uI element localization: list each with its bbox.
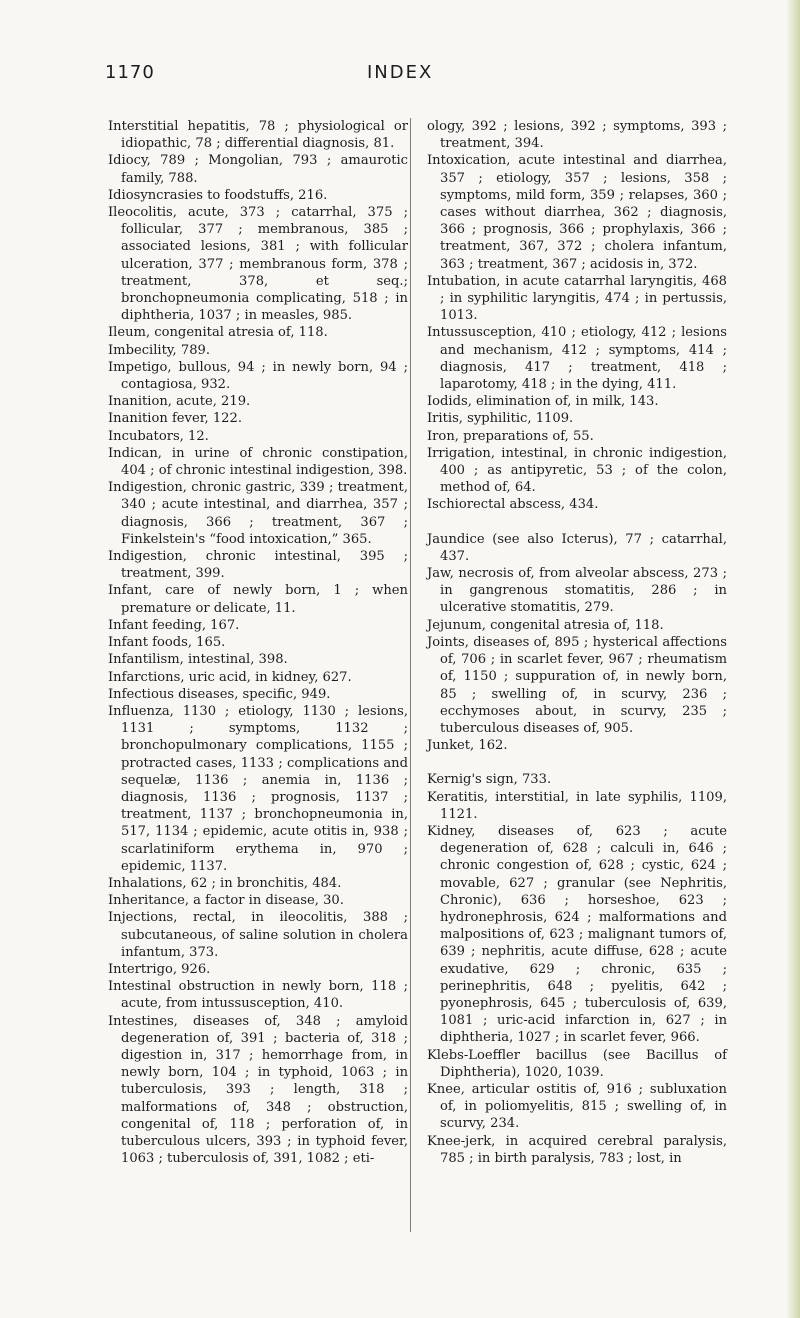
index-entry: Ischiorectal abscess, 434. bbox=[427, 497, 599, 513]
index-entry: Ileum, congenital atresia of, 118. bbox=[108, 325, 328, 341]
running-title: INDEX bbox=[367, 62, 434, 83]
index-entry: Jaundice (see also Icterus), 77 ; catarrhal, 437. bbox=[427, 531, 727, 564]
index-entry: Infant, care of newly born, 1 ; when premature or delicate, 11. bbox=[108, 583, 408, 616]
index-entry: Indigestion, chronic gastric, 339 ; treatment, 340 ; acute intestinal, and diarrhea, 357 ; diagnosis, 366 ; treatment, 367 ; Finkelstein's “food intoxication,” 365. bbox=[108, 480, 408, 547]
index-entry: Joints, diseases of, 895 ; hysterical affections of, 706 ; in scarlet fever, 967 ; rheumatism of, 1150 ; suppuration of, in newly born, 85 ; swelling of, in scurvy, 236 ; ecchymoses about, in scurvy, 235 ; tuberculous diseases of, 905. bbox=[427, 634, 727, 736]
index-entry: Intussusception, 410 ; etiology, 412 ; lesions and mechanism, 412 ; symptoms, 414 ; diagnosis, 417 ; treatment, 418 ; laparotomy, 418 ; in the dying, 411. bbox=[427, 325, 727, 393]
index-entry: Inhalations, 62 ; in bronchitis, 484. bbox=[108, 875, 342, 891]
index-entry: Jejunum, congenital atresia of, 118. bbox=[427, 617, 664, 633]
page-number: 1170 bbox=[105, 62, 155, 83]
index-entry: Knee-jerk, in acquired cerebral paralysis, 785 ; in birth paralysis, 783 ; lost, in bbox=[427, 1133, 727, 1166]
index-entry: Intoxication, acute intestinal and diarrhea, 357 ; etiology, 357 ; lesions, 358 ; symptoms, mild form, 359 ; relapses, 360 ; cases without diarrhea, 362 ; diagnosis, 366 ; prognosis, 366 ; prophylaxis, 366 ; treatment, 367, 372 ; cholera infantum, 363 ; treatment, 367 ; acidosis in, 372. bbox=[427, 153, 727, 272]
index-entry: Knee, articular ostitis of, 916 ; subluxation of, in poliomyelitis, 815 ; swelling of, in scurvy, 234. bbox=[427, 1081, 727, 1132]
index-entry: Jaw, necrosis of, from alveolar abscess, 273 ; in gangrenous stomatitis, 286 ; in ulcerative stomatitis, 279. bbox=[427, 566, 727, 616]
index-entry: Idiocy, 789 ; Mongolian, 793 ; amaurotic family, 788. bbox=[108, 153, 408, 186]
index-entry: Infant feeding, 167. bbox=[108, 617, 240, 633]
index-entry: Iron, preparations of, 55. bbox=[427, 428, 594, 444]
index-entry: Junket, 162. bbox=[427, 738, 508, 754]
index-column-left bbox=[108, 118, 408, 1167]
index-entry: Influenza, 1130 ; etiology, 1130 ; lesions, 1131 ; symptoms, 1132 ; bronchopulmonary complications, 1155 ; protracted cases, 1133 ; complications and sequelæ, 1136 ; anemia in, 1136 ; diagnosis, 1136 ; prognosis, 1137 ; treatment, 1137 ; bronchopneumonia in, 517, 1134 ; epidemic, acute otitis in, 938 ; scarlatiniform erythema in, 970 ; epidemic, 1137. bbox=[108, 703, 408, 874]
index-entry: Keratitis, interstitial, in late syphilis, 1109, 1121. bbox=[427, 789, 727, 822]
index-entry: Injections, rectal, in ileocolitis, 388 ; subcutaneous, of saline solution in cholera infantum, 373. bbox=[108, 910, 408, 960]
index-entry: Imbecility, 789. bbox=[108, 342, 211, 358]
index-entry: Intestinal obstruction in newly born, 118 ; acute, from intussusception, 410. bbox=[108, 979, 408, 1012]
index-entry: Infectious diseases, specific, 949. bbox=[108, 686, 331, 702]
index-entry: Intestines, diseases of, 348 ; amyloid degeneration of, 391 ; bacteria of, 318 ; digestion in, 317 ; hemorrhage from, in newly born, 104 ; in typhoid, 1063 ; in tuberculosis, 393 ; length, 318 ; malformations of, 348 ; obstruction, congenital of, 118 ; perforation of, in tuberculous ulcers, 393 ; in typhoid fever, 1063 ; tuberculosis of, 391, 1082 ; eti- bbox=[108, 1013, 408, 1167]
index-entry: Infant foods, 165. bbox=[108, 635, 226, 651]
index-entry: Intertrigo, 926. bbox=[108, 961, 211, 977]
index-entry: Kidney, diseases of, 623 ; acute degeneration of, 628 ; calculi in, 646 ; chronic congestion of, 628 ; cystic, 624 ; movable, 627 ; granular (see Nephritis, Chronic), 636 ; horseshoe, 623 ; hydronephrosis, 624 ; malformations and malpositions of, 623 ; malignant tumors of, 639 ; nephritis, acute diffuse, 628 ; acute exudative, 629 ; chronic, 635 ; perinephritis, 648 ; pyelitis, 642 ; pyonephrosis, 645 ; tuberculosis of, 639, 1081 ; uric-acid infarction in, 627 ; in diphtheria, 1027 ; in scarlet fever, 966. bbox=[427, 823, 727, 1046]
index-entry: Inanition fever, 122. bbox=[108, 411, 242, 427]
index-entry: Kernig's sign, 733. bbox=[427, 772, 552, 788]
index-entry: Inanition, acute, 219. bbox=[108, 394, 251, 410]
index-entry: ology, 392 ; lesions, 392 ; symptoms, 393 ; treatment, 394. bbox=[427, 119, 727, 152]
index-entry: Infantilism, intestinal, 398. bbox=[108, 652, 288, 668]
index-entry: Incubators, 12. bbox=[108, 428, 209, 444]
page-header bbox=[0, 62, 800, 92]
index-entry: Impetigo, bullous, 94 ; in newly born, 94 ; contagiosa, 932. bbox=[108, 359, 408, 393]
index-entry: Inheritance, a factor in disease, 30. bbox=[108, 893, 344, 909]
index-entry: Irrigation, intestinal, in chronic indigestion, 400 ; as antipyretic, 53 ; of the colon, method of, 64. bbox=[427, 445, 727, 496]
index-entry: Interstitial hepatitis, 78 ; physiological or idiopathic, 78 ; differential diagnosis, 81. bbox=[108, 119, 408, 152]
index-column-right bbox=[427, 118, 727, 1167]
index-entry: Iodids, elimination of, in milk, 143. bbox=[427, 394, 659, 410]
index-entry: Klebs-Loeffler bacillus (see Bacillus of Diphtheria), 1020, 1039. bbox=[427, 1047, 727, 1080]
index-entry: Ileocolitis, acute, 373 ; catarrhal, 375 ; follicular, 377 ; membranous, 385 ; associated lesions, 381 ; with follicular ulceration, 377 ; membranous form, 378 ; treatment, 378, et seq.; bronchopneumonia complicating, 518 ; in diphtheria, 1037 ; in measles, 985. bbox=[108, 205, 408, 324]
index-entry: Indican, in urine of chronic constipation, 404 ; of chronic intestinal indigestion, 398. bbox=[108, 445, 408, 479]
column-divider bbox=[410, 118, 411, 1232]
page-edge-stain bbox=[786, 0, 800, 1318]
index-entry: Indigestion, chronic intestinal, 395 ; treatment, 399. bbox=[108, 549, 408, 582]
index-entry: Iritis, syphilitic, 1109. bbox=[427, 411, 574, 427]
index-entry: Intubation, in acute catarrhal laryngitis, 468 ; in syphilitic laryngitis, 474 ; in pertussis, 1013. bbox=[427, 273, 727, 324]
index-entry: Infarctions, uric acid, in kidney, 627. bbox=[108, 669, 352, 685]
index-entry: Idiosyncrasies to foodstuffs, 216. bbox=[108, 187, 328, 203]
